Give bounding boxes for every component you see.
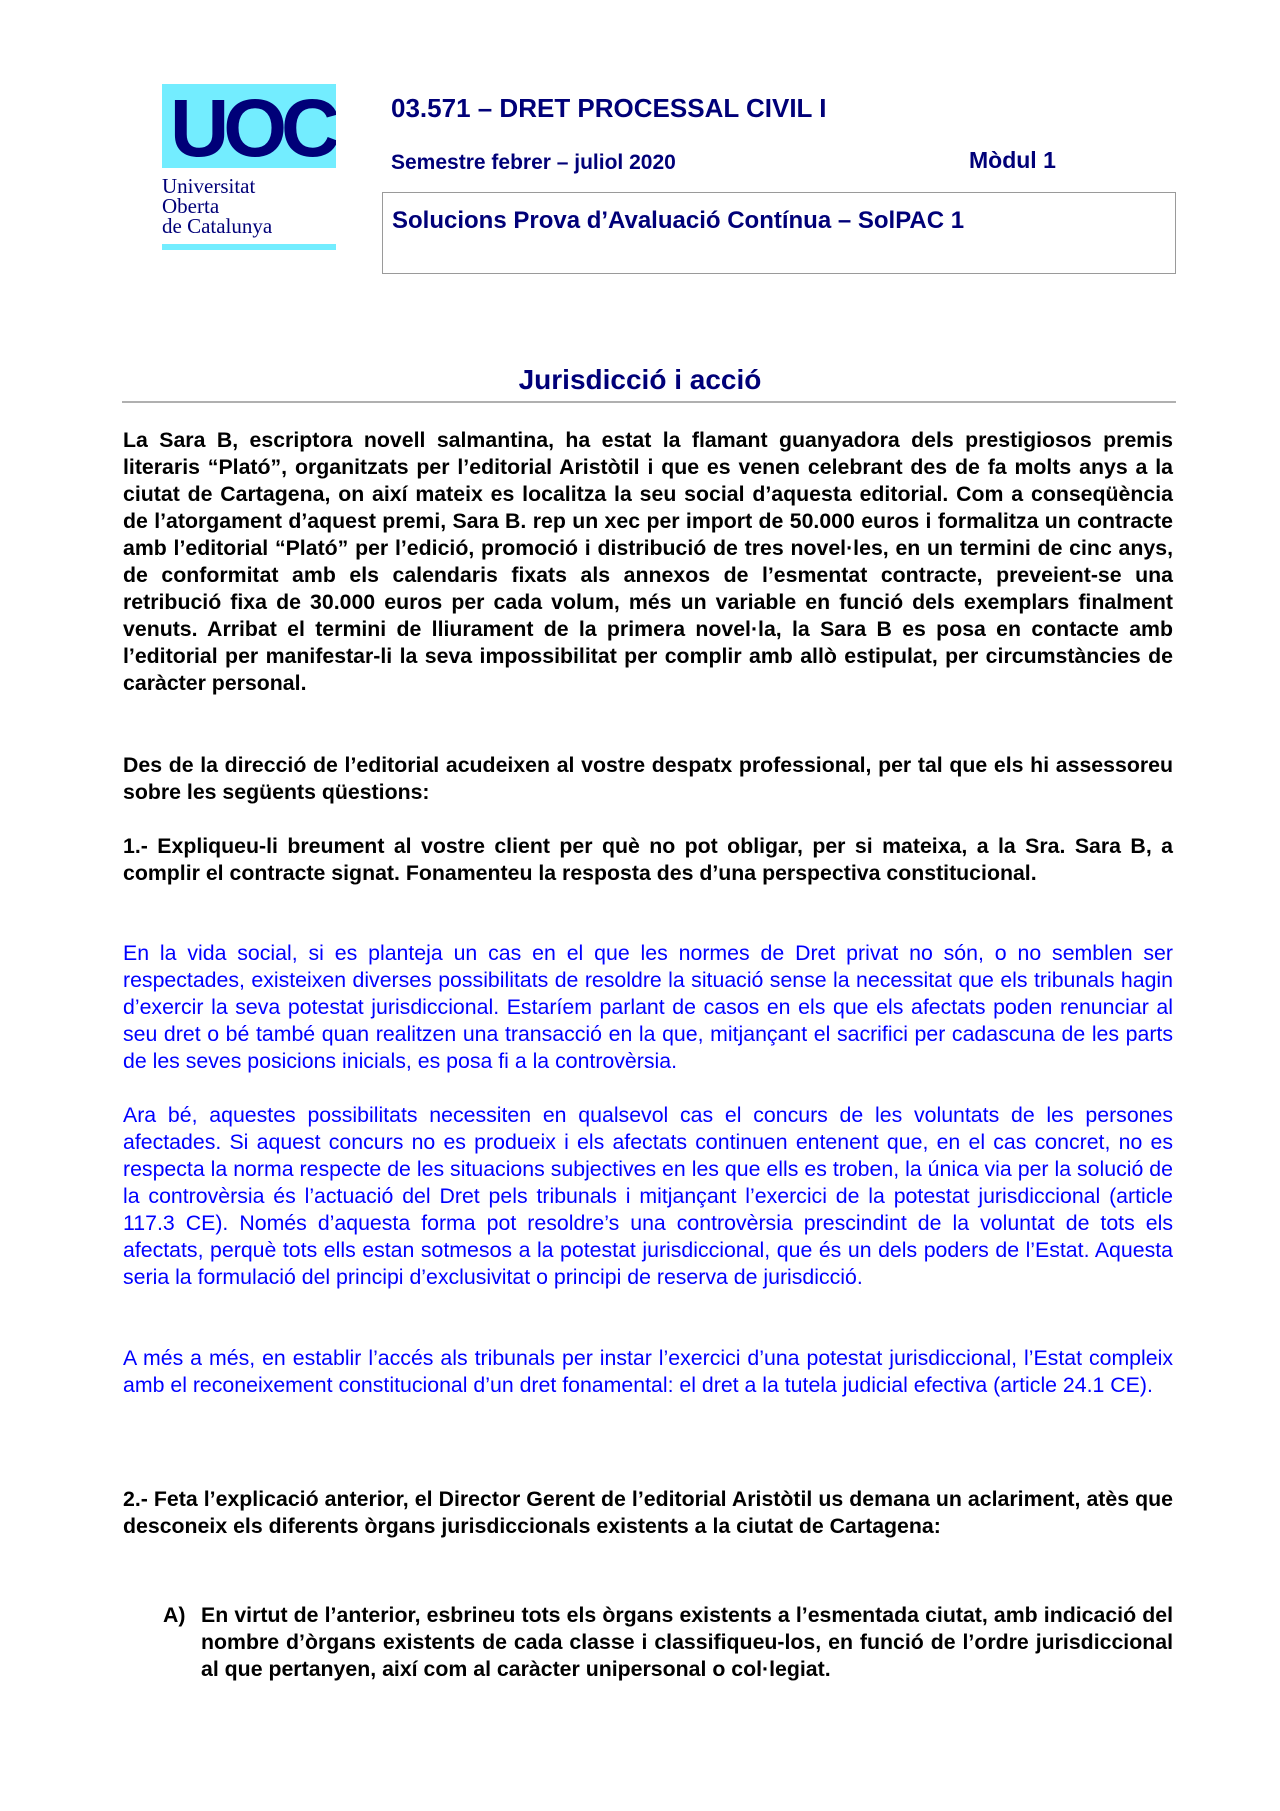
pac-title-box — [382, 192, 1176, 274]
question-2a-text: En virtut de l’anterior, esbrineu tots els òrgans existents a l’esmentada ciutat, amb indicació del nombre d’òrgans existents de cada classe i classifiqueu-los, en funció de l’ordre jurisdiccional al que pertanyen, així com al caràcter unipersonal o col·legiat. — [201, 1603, 1173, 1681]
logo-mark-box — [162, 84, 336, 168]
answer-1-paragraph-1: En la vida social, si es planteja un cas en el que les normes de Dret privat no són, o no semblen ser respectades, existeixen diverses possibilitats de resoldre la situació sense la necessitat que els tribunals hagin d’exercir la seva potestat jurisdiccional. Estaríem parlant de casos en els que els afectats poden renunciar al seu dret o bé també quan realitzen una transacció en la que, mitjançant el sacrifici per cadascuna de les parts de les seves posicions inicials, es posa fi a la controvèrsia. — [123, 941, 1173, 1073]
logo-line-1: Universitat — [162, 174, 256, 198]
question-2a-letter: A) — [163, 1603, 186, 1627]
logo-text — [162, 176, 336, 236]
question-1: 1.- Expliqueu-li breument al vostre client per què no pot obligar, per si mateixa, a la Sra. Sara B, a complir el contracte signat. Fonamenteu la resposta des d’una perspectiva constitucional. — [123, 834, 1173, 885]
logo-mark: UOC — [170, 84, 335, 168]
course-title: 03.571 – DRET PROCESSAL CIVIL I — [391, 93, 827, 123]
logo-underline — [162, 244, 336, 250]
question-2: 2.- Feta l’explicació anterior, el Director Gerent de l’editorial Aristòtil us demana un aclariment, atès que desconeix els diferents òrgans jurisdiccionals existents a la ciutat de Cartagena: — [123, 1487, 1173, 1538]
intro-paragraph: Des de la direcció de l’editorial acudeixen al vostre despatx professional, per tal que els hi assessoreu sobre les següents qüestions: — [123, 753, 1173, 804]
logo-line-3: de Catalunya — [162, 214, 273, 238]
pac-title: Solucions Prova d’Avaluació Contínua – SolPAC 1 — [392, 207, 965, 234]
answer-1-paragraph-3: A més a més, en establir l’accés als tribunals per instar l’exercici d’una potestat jurisdiccional, l’Estat compleix amb el reconeixement constitucional d’un dret fonamental: el dret a la tutela judicial efectiva (article 24.1 CE). — [123, 1346, 1173, 1397]
section-divider — [122, 401, 1176, 403]
semester-label: Semestre febrer – juliol 2020 — [391, 151, 676, 174]
question-2a — [163, 1602, 1173, 1683]
logo-line-2: Oberta — [162, 194, 220, 218]
uoc-logo — [162, 84, 336, 250]
module-label: Mòdul 1 — [969, 147, 1056, 173]
answer-1-paragraph-2: Ara bé, aquestes possibilitats necessiten en qualsevol cas el concurs de les voluntats de les persones afectades. Si aquest concurs no es produeix i els afectats continuen entenent que, en el cas concret, no es respecta la norma respecte de les situacions subjectives en les que ells es troben, la única via per la solució de la controvèrsia és l’actuació del Dret pels tribunals i mitjançant l’exercici de la potestat jurisdiccional (article 117.3 CE). Només d’aquesta forma pot resoldre’s una controvèrsia prescindint de la voluntat de tots els afectats, perquè tots ells estan sotmesos a la potestat jurisdiccional, que és un dels poders de l’Estat. Aquesta seria la formulació del principi d’exclusivitat o principi de reserva de jurisdicció. — [123, 1103, 1173, 1289]
case-paragraph: La Sara B, escriptora novell salmantina, ha estat la flamant guanyadora dels prestigiosos premis literaris “Plató”, organitzats per l’editorial Aristòtil i que es venen celebrant des de fa molts anys a la ciutat de Cartagena, on així mateix es localitza la seu social d’aquesta editorial. Com a conseqüència de l’atorgament d’aquest premi, Sara B. rep un xec per import de 50.000 euros i formalitza un contracte amb l’editorial “Plató” per l’edició, promoció i distribució de tres novel·les, en un termini de cinc anys, de conformitat amb els calendaris fixats als annexos de l’esmentat contracte, preveient-se una retribució fixa de 30.000 euros per cada volum, més un variable en funció dels exemplars finalment venuts. Arribat el termini de lliurament de la primera novel·la, la Sara B es posa en contacte amb l’editorial per manifestar-li la seva impossibilitat per complir amb allò estipulat, per circumstàncies de caràcter personal. — [123, 428, 1173, 695]
section-title: Jurisdicció i acció — [518, 364, 762, 395]
